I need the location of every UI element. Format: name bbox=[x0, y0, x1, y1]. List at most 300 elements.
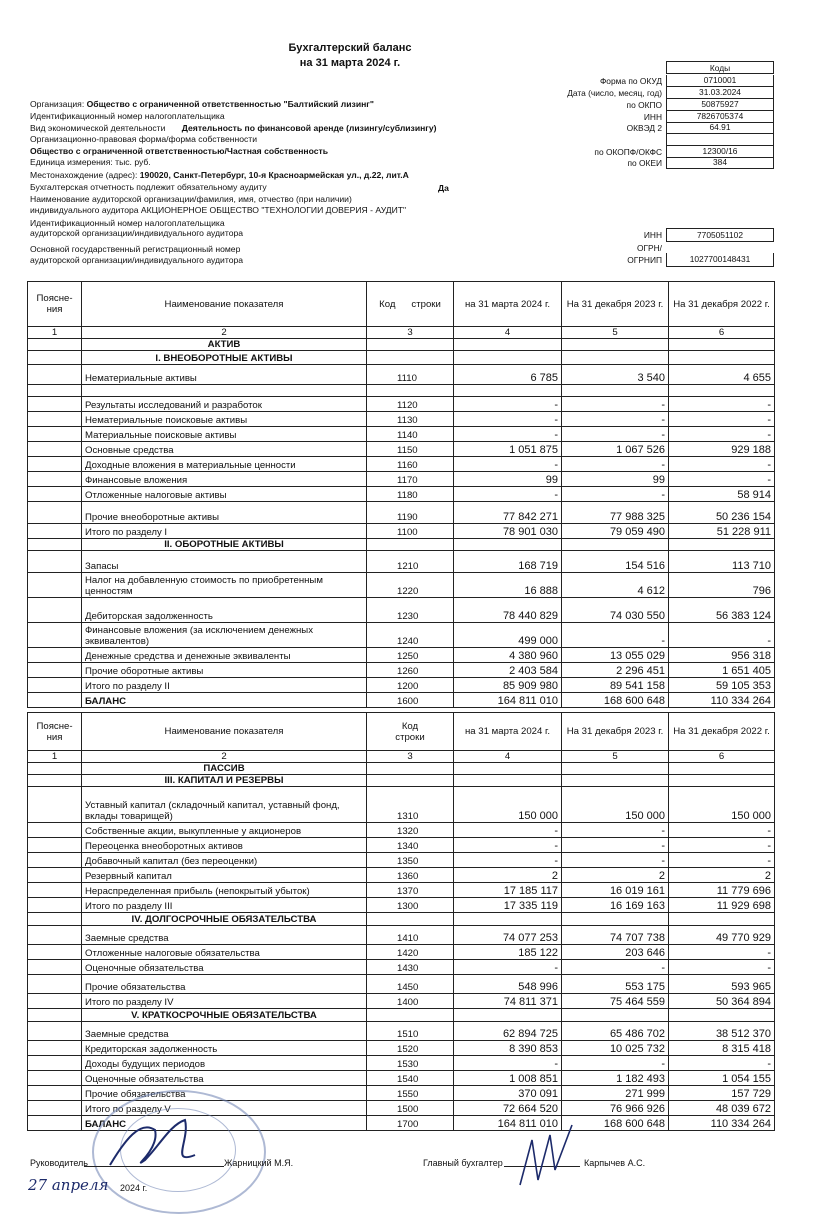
value-cell bbox=[562, 351, 669, 365]
value-current: 2 403 584 bbox=[454, 663, 562, 678]
line-code: 1370 bbox=[367, 883, 454, 898]
auditor-label-2: индивидуального аудитора АКЦИОНЕРНОЕ ОБЩЕСТВО "ТЕХНОЛОГИИ ДОВЕРИЯ - АУДИТ" bbox=[30, 205, 407, 215]
value-two-years-ago: 59 105 353 bbox=[669, 678, 775, 693]
table-row bbox=[28, 397, 775, 412]
notes-cell bbox=[28, 502, 82, 524]
code-label: ОКВЭД 2 bbox=[626, 123, 662, 133]
table-row bbox=[28, 1009, 775, 1022]
line-code: 1510 bbox=[367, 1022, 454, 1041]
header-code: Код строки bbox=[367, 713, 454, 751]
notes-cell bbox=[28, 1071, 82, 1086]
header-num: 3 bbox=[367, 327, 454, 339]
indicator-name: Нематериальные активы bbox=[82, 365, 367, 385]
line-code: 1230 bbox=[367, 598, 454, 623]
value-prev-year: - bbox=[562, 853, 669, 868]
line-code bbox=[367, 385, 454, 397]
notes-cell bbox=[28, 1041, 82, 1056]
notes-cell bbox=[28, 524, 82, 539]
code-value bbox=[666, 134, 774, 146]
code-cell bbox=[367, 1009, 454, 1022]
date-year: 2024 г. bbox=[120, 1183, 148, 1193]
header-num: 3 bbox=[367, 751, 454, 763]
table-row bbox=[28, 1041, 775, 1056]
line-code: 1310 bbox=[367, 787, 454, 823]
value-two-years-ago: 796 bbox=[669, 573, 775, 598]
notes-cell bbox=[28, 539, 82, 551]
header-date-2: На 31 декабря 2023 г. bbox=[562, 282, 669, 327]
line-code: 1550 bbox=[367, 1086, 454, 1101]
line-code: 1130 bbox=[367, 412, 454, 427]
value-two-years-ago: - bbox=[669, 412, 775, 427]
notes-cell bbox=[28, 472, 82, 487]
value-current: 8 390 853 bbox=[454, 1041, 562, 1056]
section-title: V. КРАТКОСРОЧНЫЕ ОБЯЗАТЕЛЬСТВА bbox=[82, 1009, 367, 1022]
value-current: 72 664 520 bbox=[454, 1101, 562, 1116]
header-num: 2 bbox=[82, 327, 367, 339]
line-code: 1210 bbox=[367, 551, 454, 573]
value-two-years-ago: - bbox=[669, 853, 775, 868]
section-title: IV. ДОЛГОСРОЧНЫЕ ОБЯЗАТЕЛЬСТВА bbox=[82, 913, 367, 926]
header-date-1: на 31 марта 2024 г. bbox=[454, 282, 562, 327]
value-current: 150 000 bbox=[454, 787, 562, 823]
notes-cell bbox=[28, 339, 82, 351]
value-current: 1 008 851 bbox=[454, 1071, 562, 1086]
value-cell bbox=[454, 913, 562, 926]
value-cell bbox=[562, 775, 669, 787]
table-row bbox=[28, 457, 775, 472]
indicator-name: Нематериальные поисковые активы bbox=[82, 412, 367, 427]
notes-cell bbox=[28, 1009, 82, 1022]
code-cell bbox=[367, 913, 454, 926]
value-prev-year: 3 540 bbox=[562, 365, 669, 385]
value-two-years-ago: 8 315 418 bbox=[669, 1041, 775, 1056]
value-prev-year: - bbox=[562, 960, 669, 975]
value-two-years-ago: 150 000 bbox=[669, 787, 775, 823]
header-num: 1 bbox=[28, 327, 82, 339]
value-prev-year: 168 600 648 bbox=[562, 1116, 669, 1131]
table-row bbox=[28, 412, 775, 427]
code-value: 384 bbox=[666, 157, 774, 169]
value-prev-year: - bbox=[562, 397, 669, 412]
notes-cell bbox=[28, 678, 82, 693]
value-two-years-ago: 50 364 894 bbox=[669, 994, 775, 1009]
table-row bbox=[28, 763, 775, 775]
value-current: 164 811 010 bbox=[454, 1116, 562, 1131]
indicator-name: Заемные средства bbox=[82, 1022, 367, 1041]
value-prev-year: 1 182 493 bbox=[562, 1071, 669, 1086]
notes-cell bbox=[28, 994, 82, 1009]
value-two-years-ago bbox=[669, 385, 775, 397]
value-cell bbox=[669, 339, 775, 351]
indicator-name: Финансовые вложения bbox=[82, 472, 367, 487]
notes-cell bbox=[28, 663, 82, 678]
notes-cell bbox=[28, 823, 82, 838]
value-prev-year: 65 486 702 bbox=[562, 1022, 669, 1041]
line-code: 1110 bbox=[367, 365, 454, 385]
table-row bbox=[28, 663, 775, 678]
auditor-inn-label: ИНН bbox=[643, 230, 662, 240]
line-code: 1260 bbox=[367, 663, 454, 678]
code-cell bbox=[367, 539, 454, 551]
line-code: 1180 bbox=[367, 487, 454, 502]
indicator-name: Итого по разделу V bbox=[82, 1101, 367, 1116]
value-current: - bbox=[454, 427, 562, 442]
line-code: 1320 bbox=[367, 823, 454, 838]
value-two-years-ago: 11 929 698 bbox=[669, 898, 775, 913]
org-line: Организация: Общество с ограниченной ответственностью "Балтийский лизинг" bbox=[30, 99, 374, 109]
indicator-name: Уставный капитал (складочный капитал, уставный фонд, вклады товарищей) bbox=[82, 787, 367, 823]
value-cell bbox=[562, 1009, 669, 1022]
notes-cell bbox=[28, 1116, 82, 1131]
table-row bbox=[28, 365, 775, 385]
value-prev-year: 10 025 732 bbox=[562, 1041, 669, 1056]
notes-cell bbox=[28, 926, 82, 945]
header-num: 5 bbox=[562, 751, 669, 763]
table-row bbox=[28, 524, 775, 539]
value-two-years-ago: - bbox=[669, 427, 775, 442]
line-code: 1530 bbox=[367, 1056, 454, 1071]
value-prev-year bbox=[562, 385, 669, 397]
value-current bbox=[454, 385, 562, 397]
value-current: 1 051 875 bbox=[454, 442, 562, 457]
value-two-years-ago: 956 318 bbox=[669, 648, 775, 663]
notes-cell bbox=[28, 412, 82, 427]
indicator-name: Кредиторская задолженность bbox=[82, 1041, 367, 1056]
notes-cell bbox=[28, 945, 82, 960]
value-current: - bbox=[454, 487, 562, 502]
org-name: Общество с ограниченной ответственностью "Балтийский лизинг" bbox=[86, 99, 374, 109]
value-two-years-ago: 1 651 405 bbox=[669, 663, 775, 678]
notes-cell bbox=[28, 838, 82, 853]
value-two-years-ago: - bbox=[669, 397, 775, 412]
value-two-years-ago: - bbox=[669, 960, 775, 975]
line-code: 1540 bbox=[367, 1071, 454, 1086]
liabilities-table bbox=[27, 712, 775, 1131]
ogrn-label-1: ОГРН/ bbox=[636, 243, 662, 253]
indicator-name: Прочие обязательства bbox=[82, 1086, 367, 1101]
table-row bbox=[28, 339, 775, 351]
table-row bbox=[28, 994, 775, 1009]
value-two-years-ago: 110 334 264 bbox=[669, 693, 775, 708]
section-title: I. ВНЕОБОРОТНЫЕ АКТИВЫ bbox=[82, 351, 367, 365]
line-code: 1160 bbox=[367, 457, 454, 472]
header-indicator: Наименование показателя bbox=[82, 282, 367, 327]
code-cell bbox=[367, 351, 454, 365]
value-prev-year: 16 019 161 bbox=[562, 883, 669, 898]
header-num: 2 bbox=[82, 751, 367, 763]
indicator-name: Дебиторская задолженность bbox=[82, 598, 367, 623]
value-current: 499 000 bbox=[454, 623, 562, 648]
ogrn-line-2: аудиторской организации/индивидуального аудитора bbox=[30, 255, 244, 265]
table-row bbox=[28, 648, 775, 663]
value-two-years-ago: 49 770 929 bbox=[669, 926, 775, 945]
header-code: Код строки bbox=[367, 282, 454, 327]
line-code: 1520 bbox=[367, 1041, 454, 1056]
table-row bbox=[28, 868, 775, 883]
value-prev-year: 13 055 029 bbox=[562, 648, 669, 663]
header-num: 5 bbox=[562, 327, 669, 339]
header-num: 6 bbox=[669, 751, 775, 763]
line-code: 1240 bbox=[367, 623, 454, 648]
header-date-2: На 31 декабря 2023 г. bbox=[562, 713, 669, 751]
header-num: 1 bbox=[28, 751, 82, 763]
notes-cell bbox=[28, 573, 82, 598]
table-row bbox=[28, 502, 775, 524]
header-notes: Поясне- ния bbox=[28, 282, 82, 327]
value-two-years-ago: 110 334 264 bbox=[669, 1116, 775, 1131]
code-value: 7826705374 bbox=[666, 111, 774, 123]
code-value: 64.91 bbox=[666, 122, 774, 134]
audit-label: Бухгалтерская отчетность подлежит обязательному аудиту bbox=[30, 182, 267, 192]
value-current: 62 894 725 bbox=[454, 1022, 562, 1041]
indicator-name: Итого по разделу III bbox=[82, 898, 367, 913]
value-current: - bbox=[454, 412, 562, 427]
value-current: 74 811 371 bbox=[454, 994, 562, 1009]
header-date-3: На 31 декабря 2022 г. bbox=[669, 713, 775, 751]
code-label: по ОКОПФ/ОКФС bbox=[594, 147, 662, 157]
code-value: 50875927 bbox=[666, 99, 774, 111]
notes-cell bbox=[28, 883, 82, 898]
indicator-name: Переоценка внеоборотных активов bbox=[82, 838, 367, 853]
codes-header: Коды bbox=[666, 61, 774, 74]
line-code: 1340 bbox=[367, 838, 454, 853]
notes-cell bbox=[28, 693, 82, 708]
table-row bbox=[28, 1056, 775, 1071]
value-prev-year: - bbox=[562, 412, 669, 427]
value-current: - bbox=[454, 823, 562, 838]
value-cell bbox=[454, 339, 562, 351]
table-row bbox=[28, 838, 775, 853]
header-date-1: на 31 марта 2024 г. bbox=[454, 713, 562, 751]
value-current: - bbox=[454, 838, 562, 853]
indicator-name: Основные средства bbox=[82, 442, 367, 457]
notes-cell bbox=[28, 351, 82, 365]
section-title: ПАССИВ bbox=[82, 763, 367, 775]
notes-cell bbox=[28, 1086, 82, 1101]
chief-label: Главный бухгалтер bbox=[423, 1158, 503, 1168]
notes-cell bbox=[28, 898, 82, 913]
value-two-years-ago: - bbox=[669, 457, 775, 472]
notes-cell bbox=[28, 1056, 82, 1071]
header-notes: Поясне- ния bbox=[28, 713, 82, 751]
table-row bbox=[28, 775, 775, 787]
head-name: Жарницкий М.Я. bbox=[224, 1158, 294, 1168]
value-current: 17 185 117 bbox=[454, 883, 562, 898]
indicator-name: Нераспределенная прибыль (непокрытый убыток) bbox=[82, 883, 367, 898]
section-title: III. КАПИТАЛ И РЕЗЕРВЫ bbox=[82, 775, 367, 787]
header-date-3: На 31 декабря 2022 г. bbox=[669, 282, 775, 327]
notes-cell bbox=[28, 385, 82, 397]
indicator-name: Резервный капитал bbox=[82, 868, 367, 883]
value-two-years-ago: 51 228 911 bbox=[669, 524, 775, 539]
notes-cell bbox=[28, 787, 82, 823]
form-value: Общество с ограниченной ответственностью/Частная собственность bbox=[30, 146, 329, 156]
table-row bbox=[28, 1022, 775, 1041]
value-current: 370 091 bbox=[454, 1086, 562, 1101]
code-label: Дата (число, месяц, год) bbox=[567, 88, 662, 98]
table-row bbox=[28, 442, 775, 457]
auditor-inn-line-1: Идентификационный номер налогоплательщика bbox=[30, 218, 225, 228]
section-title: АКТИВ bbox=[82, 339, 367, 351]
indicator-name: Денежные средства и денежные эквиваленты bbox=[82, 648, 367, 663]
value-prev-year: 74 707 738 bbox=[562, 926, 669, 945]
value-prev-year: - bbox=[562, 487, 669, 502]
notes-cell bbox=[28, 397, 82, 412]
value-cell bbox=[562, 913, 669, 926]
chief-signature bbox=[510, 1120, 580, 1190]
value-prev-year: 271 999 bbox=[562, 1086, 669, 1101]
header-num: 4 bbox=[454, 751, 562, 763]
notes-cell bbox=[28, 1022, 82, 1041]
value-current: 164 811 010 bbox=[454, 693, 562, 708]
value-current: 168 719 bbox=[454, 551, 562, 573]
document-title: Бухгалтерский баланс bbox=[288, 42, 412, 54]
value-current: 99 bbox=[454, 472, 562, 487]
value-prev-year: - bbox=[562, 457, 669, 472]
indicator-name: Добавочный капитал (без переоценки) bbox=[82, 853, 367, 868]
value-prev-year: 1 067 526 bbox=[562, 442, 669, 457]
value-two-years-ago: - bbox=[669, 823, 775, 838]
value-prev-year: - bbox=[562, 1056, 669, 1071]
value-cell bbox=[669, 763, 775, 775]
value-two-years-ago: 157 729 bbox=[669, 1086, 775, 1101]
ogrn-label-2: ОГРНИП bbox=[627, 255, 662, 265]
indicator-name: Отложенные налоговые активы bbox=[82, 487, 367, 502]
indicator-name: Итого по разделу I bbox=[82, 524, 367, 539]
code-value: 12300/16 bbox=[666, 146, 774, 158]
indicator-name: БАЛАНС bbox=[82, 1116, 367, 1131]
activity-line: Вид экономической деятельности Деятельность по финансовой аренде (лизингу/сублизингу) bbox=[30, 123, 437, 133]
table-row bbox=[28, 945, 775, 960]
value-cell bbox=[454, 1009, 562, 1022]
line-code: 1220 bbox=[367, 573, 454, 598]
handwritten-date: 27 апреля bbox=[28, 1176, 109, 1194]
value-prev-year: 79 059 490 bbox=[562, 524, 669, 539]
value-current: - bbox=[454, 457, 562, 472]
notes-cell bbox=[28, 853, 82, 868]
table-row bbox=[28, 472, 775, 487]
value-current: 4 380 960 bbox=[454, 648, 562, 663]
table-row bbox=[28, 823, 775, 838]
table-row bbox=[28, 975, 775, 994]
table-row bbox=[28, 693, 775, 708]
value-current: 2 bbox=[454, 868, 562, 883]
indicator-name: Собственные акции, выкупленные у акционеров bbox=[82, 823, 367, 838]
table-row bbox=[28, 598, 775, 623]
line-code: 1150 bbox=[367, 442, 454, 457]
notes-cell bbox=[28, 623, 82, 648]
value-current: - bbox=[454, 1056, 562, 1071]
table-row bbox=[28, 926, 775, 945]
line-code: 1420 bbox=[367, 945, 454, 960]
header-num: 6 bbox=[669, 327, 775, 339]
indicator-name: Финансовые вложения (за исключением денежных эквивалентов) bbox=[82, 623, 367, 648]
value-cell bbox=[669, 539, 775, 551]
value-two-years-ago: - bbox=[669, 623, 775, 648]
value-current: 16 888 bbox=[454, 573, 562, 598]
value-prev-year: 77 988 325 bbox=[562, 502, 669, 524]
value-prev-year: - bbox=[562, 623, 669, 648]
value-cell bbox=[454, 763, 562, 775]
value-cell bbox=[669, 775, 775, 787]
line-code: 1450 bbox=[367, 975, 454, 994]
notes-cell bbox=[28, 763, 82, 775]
table-row bbox=[28, 787, 775, 823]
value-two-years-ago: 1 054 155 bbox=[669, 1071, 775, 1086]
code-label: по ОКЕИ bbox=[627, 158, 662, 168]
line-code: 1140 bbox=[367, 427, 454, 442]
code-cell bbox=[367, 775, 454, 787]
value-prev-year: 76 966 926 bbox=[562, 1101, 669, 1116]
line-code: 1190 bbox=[367, 502, 454, 524]
auditor-inn-line-2: аудиторской организации/индивидуального аудитора bbox=[30, 228, 244, 238]
value-prev-year: 89 541 158 bbox=[562, 678, 669, 693]
table-row bbox=[28, 487, 775, 502]
value-two-years-ago: 2 bbox=[669, 868, 775, 883]
value-two-years-ago: - bbox=[669, 945, 775, 960]
value-current: 17 335 119 bbox=[454, 898, 562, 913]
value-current: 6 785 bbox=[454, 365, 562, 385]
value-prev-year: 4 612 bbox=[562, 573, 669, 598]
line-code: 1700 bbox=[367, 1116, 454, 1131]
value-two-years-ago: 113 710 bbox=[669, 551, 775, 573]
head-label: Руководитель bbox=[30, 1158, 88, 1168]
value-two-years-ago: 593 965 bbox=[669, 975, 775, 994]
notes-cell bbox=[28, 868, 82, 883]
table-row bbox=[28, 1071, 775, 1086]
value-two-years-ago: 4 655 bbox=[669, 365, 775, 385]
value-two-years-ago: 48 039 672 bbox=[669, 1101, 775, 1116]
line-code: 1350 bbox=[367, 853, 454, 868]
value-prev-year: 203 646 bbox=[562, 945, 669, 960]
line-code: 1410 bbox=[367, 926, 454, 945]
line-code: 1200 bbox=[367, 678, 454, 693]
table-row bbox=[28, 539, 775, 551]
indicator-name: Прочие обязательства bbox=[82, 975, 367, 994]
code-label: по ОКПО bbox=[626, 100, 662, 110]
value-prev-year: 154 516 bbox=[562, 551, 669, 573]
notes-cell bbox=[28, 487, 82, 502]
value-two-years-ago: - bbox=[669, 838, 775, 853]
indicator-name: Прочие внеоборотные активы bbox=[82, 502, 367, 524]
table-row bbox=[28, 351, 775, 365]
value-cell bbox=[669, 351, 775, 365]
line-code: 1430 bbox=[367, 960, 454, 975]
indicator-name: Запасы bbox=[82, 551, 367, 573]
activity-value: Деятельность по финансовой аренде (лизингу/сублизингу) bbox=[181, 123, 437, 133]
indicator-name: Оценочные обязательства bbox=[82, 960, 367, 975]
notes-cell bbox=[28, 551, 82, 573]
table-row bbox=[28, 678, 775, 693]
indicator-name: Итого по разделу IV bbox=[82, 994, 367, 1009]
indicator-name: Прочие оборотные активы bbox=[82, 663, 367, 678]
value-prev-year: 168 600 648 bbox=[562, 693, 669, 708]
notes-cell bbox=[28, 442, 82, 457]
value-two-years-ago: 56 383 124 bbox=[669, 598, 775, 623]
notes-cell bbox=[28, 648, 82, 663]
value-current: 548 996 bbox=[454, 975, 562, 994]
notes-cell bbox=[28, 1101, 82, 1116]
address-line: Местонахождение (адрес): 190020, Санкт-Петербург, 10-я Красноармейская ул., д.22, лит.А bbox=[30, 170, 409, 180]
value-cell bbox=[454, 539, 562, 551]
chief-name: Карпычев А.С. bbox=[584, 1158, 646, 1168]
table-row bbox=[28, 573, 775, 598]
ogrn-value: 1027700148431 bbox=[666, 253, 774, 267]
value-cell bbox=[454, 775, 562, 787]
value-two-years-ago: 11 779 696 bbox=[669, 883, 775, 898]
value-current: - bbox=[454, 960, 562, 975]
code-label: Форма по ОКУД bbox=[599, 76, 662, 86]
